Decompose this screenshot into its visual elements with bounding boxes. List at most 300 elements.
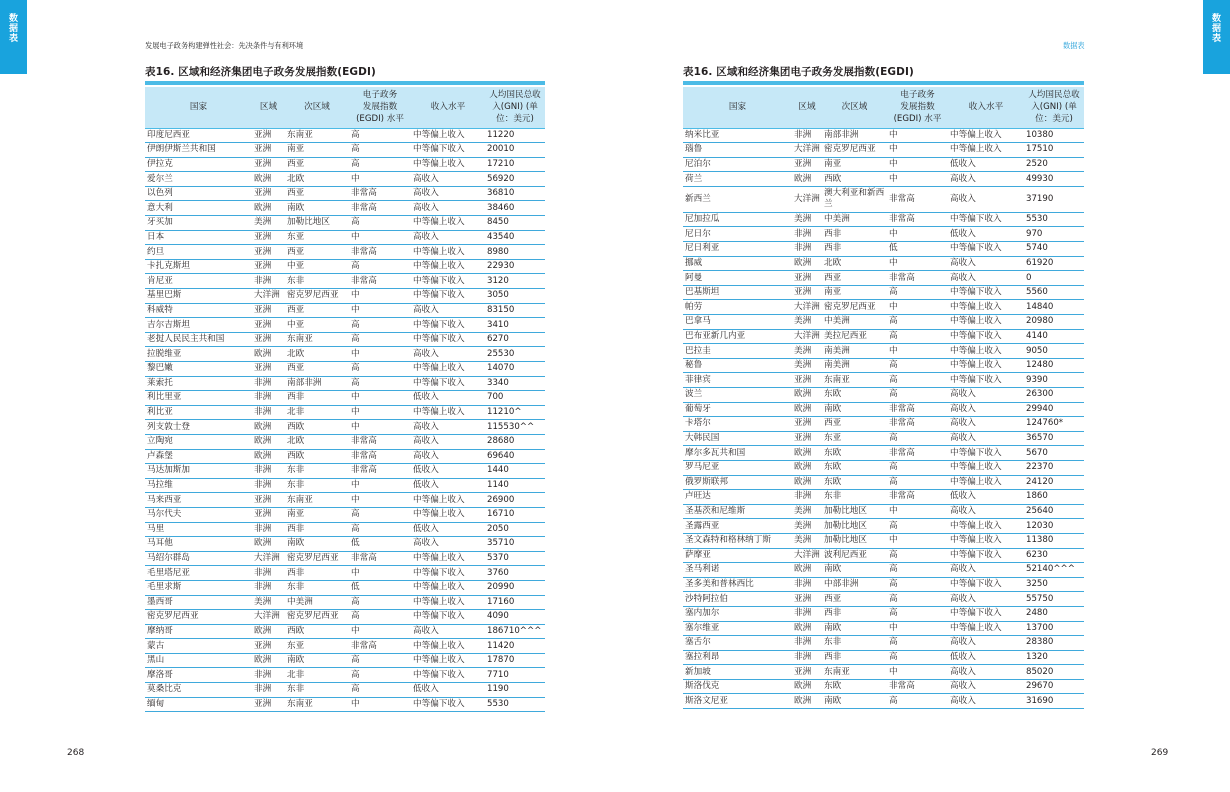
- cell-gni-per-capita: 7710: [485, 668, 545, 683]
- cell-egdi-level: 高: [887, 636, 948, 651]
- table-row: [683, 300, 1084, 315]
- cell-gni-per-capita: 36810: [485, 186, 545, 201]
- cell-egdi-level: 中: [349, 230, 411, 245]
- cell-gni-per-capita: 29670: [1024, 679, 1084, 694]
- cell-subregion: 东非: [285, 683, 349, 698]
- table-row: [683, 315, 1084, 330]
- cell-region: 非洲: [252, 478, 285, 493]
- cell-country: 立陶宛: [145, 434, 252, 449]
- cell-egdi-level: 高: [349, 259, 411, 274]
- cell-country: 拉脱维亚: [145, 347, 252, 362]
- cell-subregion: 南美洲: [822, 344, 887, 359]
- cell-country: 老挝人民民主共和国: [145, 332, 252, 347]
- cell-subregion: 西非: [285, 391, 349, 406]
- cell-income-level: 中等偏下收入: [411, 610, 485, 625]
- cell-egdi-level: 非常高: [349, 434, 411, 449]
- cell-country: 斯洛文尼亚: [683, 694, 792, 709]
- section-side-tab[interactable]: [1203, 0, 1230, 74]
- cell-income-level: 高收入: [411, 624, 485, 639]
- header-region: 区域: [792, 87, 822, 128]
- table-row: [683, 679, 1084, 694]
- cell-region: 亚洲: [252, 318, 285, 333]
- cell-subregion: 西非: [822, 242, 887, 257]
- cell-region: 欧洲: [792, 402, 822, 417]
- cell-region: 亚洲: [252, 332, 285, 347]
- cell-country: 利比里亚: [145, 391, 252, 406]
- header-country: 国家: [683, 87, 792, 128]
- cell-egdi-level: 中: [887, 344, 948, 359]
- cell-gni-per-capita: 4140: [1024, 329, 1084, 344]
- cell-subregion: 密克罗尼西亚: [822, 143, 887, 158]
- table-body: [145, 128, 545, 712]
- cell-gni-per-capita: 24120: [1024, 475, 1084, 490]
- cell-country: 阿曼: [683, 271, 792, 286]
- cell-subregion: 东非: [285, 478, 349, 493]
- table-row: [145, 245, 545, 260]
- cell-country: 荷兰: [683, 172, 792, 187]
- cell-country: 帕劳: [683, 300, 792, 315]
- cell-egdi-level: 中: [349, 347, 411, 362]
- table-row: [683, 143, 1084, 158]
- side-tab-label: 数 据 表: [1211, 14, 1221, 44]
- cell-region: 非洲: [252, 464, 285, 479]
- table-row: [145, 405, 545, 420]
- table-row: [145, 376, 545, 391]
- cell-country: 牙买加: [145, 216, 252, 231]
- cell-gni-per-capita: 1320: [1024, 650, 1084, 665]
- table-row: [683, 548, 1084, 563]
- cell-gni-per-capita: 43540: [485, 230, 545, 245]
- cell-egdi-level: 高: [349, 653, 411, 668]
- table-row: [145, 362, 545, 377]
- cell-subregion: 北欧: [285, 172, 349, 187]
- cell-income-level: 高收入: [411, 449, 485, 464]
- cell-country: 卡扎克斯坦: [145, 259, 252, 274]
- cell-subregion: 东亚: [822, 431, 887, 446]
- cell-egdi-level: 非常高: [887, 271, 948, 286]
- cell-country: 马达加斯加: [145, 464, 252, 479]
- table-row: [145, 595, 545, 610]
- cell-subregion: 中亚: [285, 318, 349, 333]
- cell-income-level: 中等偏下收入: [411, 566, 485, 581]
- cell-income-level: 中等偏下收入: [411, 289, 485, 304]
- table-row: [145, 216, 545, 231]
- cell-country: 马来西亚: [145, 493, 252, 508]
- table-row: [145, 201, 545, 216]
- table-row: [683, 606, 1084, 621]
- cell-country: 卢森堡: [145, 449, 252, 464]
- cell-egdi-level: 中: [887, 172, 948, 187]
- cell-income-level: 中等偏上收入: [948, 475, 1024, 490]
- cell-gni-per-capita: 38460: [485, 201, 545, 216]
- cell-country: 巴拿马: [683, 315, 792, 330]
- cell-income-level: 中等偏上收入: [411, 216, 485, 231]
- cell-income-level: 中等偏下收入: [411, 668, 485, 683]
- cell-country: 罗马尼亚: [683, 460, 792, 475]
- cell-egdi-level: 高: [887, 548, 948, 563]
- cell-egdi-level: 高: [887, 388, 948, 403]
- cell-country: 摩尔多瓦共和国: [683, 446, 792, 461]
- table-row: [683, 172, 1084, 187]
- cell-egdi-level: 中: [349, 624, 411, 639]
- cell-egdi-level: 高: [887, 460, 948, 475]
- cell-subregion: 西亚: [285, 186, 349, 201]
- cell-subregion: 澳大利亚和新西兰: [822, 186, 887, 212]
- cell-region: 欧洲: [792, 446, 822, 461]
- right-page: [615, 0, 1230, 792]
- cell-subregion: 南欧: [822, 402, 887, 417]
- cell-egdi-level: 高: [349, 362, 411, 377]
- cell-income-level: 高收入: [948, 679, 1024, 694]
- cell-subregion: 西非: [822, 650, 887, 665]
- cell-income-level: 中等偏下收入: [948, 329, 1024, 344]
- cell-gni-per-capita: 17510: [1024, 143, 1084, 158]
- cell-income-level: 低收入: [948, 157, 1024, 172]
- cell-region: 美洲: [792, 519, 822, 534]
- table-body: [683, 128, 1084, 709]
- table-row: [145, 230, 545, 245]
- cell-region: 非洲: [252, 522, 285, 537]
- page-number: 268: [67, 748, 85, 758]
- table-row: [145, 566, 545, 581]
- cell-gni-per-capita: 1190: [485, 683, 545, 698]
- cell-region: 大洋洲: [252, 610, 285, 625]
- cell-egdi-level: 非常高: [349, 449, 411, 464]
- cell-subregion: 西亚: [285, 245, 349, 260]
- header-egdi-level: 电子政务 发展指数 (EGDI) 水平: [887, 87, 948, 128]
- cell-subregion: 东非: [285, 580, 349, 595]
- cell-region: 美洲: [792, 212, 822, 227]
- cell-subregion: 东欧: [822, 446, 887, 461]
- cell-region: 欧洲: [792, 460, 822, 475]
- cell-subregion: 波利尼西亚: [822, 548, 887, 563]
- cell-country: 尼加拉瓜: [683, 212, 792, 227]
- cell-country: 日本: [145, 230, 252, 245]
- cell-income-level: 高收入: [948, 186, 1024, 212]
- cell-country: 利比亚: [145, 405, 252, 420]
- cell-egdi-level: 高: [887, 650, 948, 665]
- cell-gni-per-capita: 56920: [485, 172, 545, 187]
- table-row: [683, 344, 1084, 359]
- table-row: [145, 624, 545, 639]
- cell-gni-per-capita: 69640: [485, 449, 545, 464]
- cell-subregion: 南亚: [285, 143, 349, 158]
- cell-income-level: 中等偏上收入: [948, 621, 1024, 636]
- cell-region: 亚洲: [792, 417, 822, 432]
- cell-region: 欧洲: [252, 420, 285, 435]
- cell-subregion: 密克罗尼西亚: [285, 551, 349, 566]
- cell-income-level: 中等偏上收入: [411, 157, 485, 172]
- cell-country: 卡塔尔: [683, 417, 792, 432]
- table-row: [683, 533, 1084, 548]
- cell-egdi-level: 高: [887, 563, 948, 578]
- cell-income-level: 中等偏下收入: [411, 376, 485, 391]
- cell-region: 非洲: [252, 566, 285, 581]
- cell-region: 亚洲: [252, 493, 285, 508]
- header-subregion: 次区域: [822, 87, 887, 128]
- cell-egdi-level: 中: [349, 405, 411, 420]
- table-row: [145, 697, 545, 712]
- cell-subregion: 东非: [822, 636, 887, 651]
- cell-subregion: 西亚: [285, 303, 349, 318]
- cell-subregion: 南欧: [822, 694, 887, 709]
- cell-gni-per-capita: 2480: [1024, 606, 1084, 621]
- cell-gni-per-capita: 55750: [1024, 592, 1084, 607]
- cell-subregion: 加勒比地区: [822, 519, 887, 534]
- cell-country: 斯洛伐克: [683, 679, 792, 694]
- cell-gni-per-capita: 9050: [1024, 344, 1084, 359]
- table-row: [683, 157, 1084, 172]
- table-row: [683, 212, 1084, 227]
- header-country: 国家: [145, 87, 252, 128]
- cell-subregion: 西欧: [822, 172, 887, 187]
- cell-income-level: 中等偏上收入: [411, 639, 485, 654]
- cell-egdi-level: 非常高: [887, 490, 948, 505]
- cell-subregion: 密克罗尼西亚: [285, 289, 349, 304]
- cell-egdi-level: 非常高: [887, 402, 948, 417]
- cell-income-level: 中等偏上收入: [948, 358, 1024, 373]
- cell-income-level: 低收入: [411, 522, 485, 537]
- cell-gni-per-capita: 9390: [1024, 373, 1084, 388]
- cell-subregion: 北欧: [822, 256, 887, 271]
- cell-egdi-level: 中: [349, 566, 411, 581]
- cell-egdi-level: 高: [349, 216, 411, 231]
- cell-income-level: 高收入: [948, 172, 1024, 187]
- cell-country: 圣马利诺: [683, 563, 792, 578]
- cell-income-level: 中等偏下收入: [411, 274, 485, 289]
- cell-region: 亚洲: [792, 373, 822, 388]
- cell-egdi-level: 高: [887, 315, 948, 330]
- cell-subregion: 加勒比地区: [822, 504, 887, 519]
- cell-income-level: 高收入: [411, 201, 485, 216]
- cell-income-level: 高收入: [411, 230, 485, 245]
- table-row: [145, 551, 545, 566]
- cell-country: 黎巴嫩: [145, 362, 252, 377]
- cell-income-level: 高收入: [948, 504, 1024, 519]
- cell-income-level: 高收入: [948, 388, 1024, 403]
- cell-income-level: 高收入: [411, 420, 485, 435]
- cell-income-level: 中等偏下收入: [411, 318, 485, 333]
- cell-gni-per-capita: 5370: [485, 551, 545, 566]
- cell-region: 大洋洲: [252, 551, 285, 566]
- cell-subregion: 密克罗尼西亚: [285, 610, 349, 625]
- cell-egdi-level: 中: [887, 128, 948, 143]
- cell-region: 欧洲: [252, 347, 285, 362]
- cell-income-level: 低收入: [948, 227, 1024, 242]
- cell-egdi-level: 中: [887, 533, 948, 548]
- cell-country: 新加坡: [683, 665, 792, 680]
- cell-subregion: 南亚: [285, 507, 349, 522]
- table-row: [145, 332, 545, 347]
- cell-gni-per-capita: 6230: [1024, 548, 1084, 563]
- cell-country: 黑山: [145, 653, 252, 668]
- cell-subregion: 东南亚: [285, 493, 349, 508]
- cell-subregion: 南亚: [822, 285, 887, 300]
- egdi-table: [145, 87, 545, 712]
- cell-egdi-level: 非常高: [887, 186, 948, 212]
- cell-egdi-level: 中: [887, 300, 948, 315]
- table-row: [683, 460, 1084, 475]
- cell-country: 基里巴斯: [145, 289, 252, 304]
- table-row: [683, 373, 1084, 388]
- cell-region: 大洋洲: [792, 300, 822, 315]
- cell-income-level: 中等偏上收入: [948, 143, 1024, 158]
- table-row: [683, 431, 1084, 446]
- table-row: [145, 289, 545, 304]
- cell-gni-per-capita: 115530^^: [485, 420, 545, 435]
- cell-country: 吉尔吉斯坦: [145, 318, 252, 333]
- cell-subregion: 北非: [285, 668, 349, 683]
- cell-subregion: 南美洲: [822, 358, 887, 373]
- cell-egdi-level: 非常高: [887, 417, 948, 432]
- cell-subregion: 西亚: [822, 592, 887, 607]
- cell-egdi-level: 中: [349, 493, 411, 508]
- cell-region: 非洲: [252, 376, 285, 391]
- table-row: [683, 563, 1084, 578]
- cell-region: 欧洲: [792, 388, 822, 403]
- cell-subregion: 西欧: [285, 449, 349, 464]
- cell-income-level: 中等偏上收入: [411, 507, 485, 522]
- cell-gni-per-capita: 1440: [485, 464, 545, 479]
- cell-gni-per-capita: 25640: [1024, 504, 1084, 519]
- cell-country: 秘鲁: [683, 358, 792, 373]
- cell-income-level: 高收入: [948, 402, 1024, 417]
- cell-country: 挪威: [683, 256, 792, 271]
- cell-gni-per-capita: 3340: [485, 376, 545, 391]
- cell-region: 亚洲: [792, 665, 822, 680]
- cell-egdi-level: 高: [887, 592, 948, 607]
- cell-country: 沙特阿拉伯: [683, 592, 792, 607]
- cell-subregion: 南欧: [285, 201, 349, 216]
- cell-region: 亚洲: [792, 592, 822, 607]
- cell-country: 瑙鲁: [683, 143, 792, 158]
- cell-subregion: 南欧: [285, 653, 349, 668]
- cell-gni-per-capita: 3760: [485, 566, 545, 581]
- cell-egdi-level: 非常高: [887, 679, 948, 694]
- cell-region: 非洲: [792, 577, 822, 592]
- table-row: [145, 449, 545, 464]
- cell-gni-per-capita: 83150: [485, 303, 545, 318]
- cell-region: 美洲: [252, 595, 285, 610]
- cell-subregion: 东欧: [822, 475, 887, 490]
- cell-subregion: 东南亚: [285, 697, 349, 712]
- cell-subregion: 东非: [822, 490, 887, 505]
- table-row: [145, 537, 545, 552]
- cell-country: 密克罗尼西亚: [145, 610, 252, 625]
- table-row: [683, 665, 1084, 680]
- cell-region: 欧洲: [792, 621, 822, 636]
- header-income-level: 收入水平: [948, 87, 1024, 128]
- cell-region: 美洲: [792, 315, 822, 330]
- table-row: [683, 285, 1084, 300]
- cell-egdi-level: 高: [887, 694, 948, 709]
- cell-country: 莱索托: [145, 376, 252, 391]
- cell-region: 欧洲: [792, 256, 822, 271]
- cell-region: 非洲: [252, 580, 285, 595]
- cell-region: 欧洲: [252, 537, 285, 552]
- cell-country: 俄罗斯联邦: [683, 475, 792, 490]
- cell-country: 塞尔维亚: [683, 621, 792, 636]
- cell-egdi-level: 中: [887, 256, 948, 271]
- title-rule: [683, 81, 1084, 85]
- table-header-row: [683, 87, 1084, 128]
- cell-region: 亚洲: [252, 186, 285, 201]
- cell-gni-per-capita: 26900: [485, 493, 545, 508]
- cell-egdi-level: 中: [887, 665, 948, 680]
- cell-country: 毛里求斯: [145, 580, 252, 595]
- table-row: [683, 388, 1084, 403]
- cell-subregion: 东南亚: [822, 373, 887, 388]
- cell-gni-per-capita: 14840: [1024, 300, 1084, 315]
- cell-income-level: 中等偏下收入: [948, 446, 1024, 461]
- table-row: [145, 493, 545, 508]
- cell-gni-per-capita: 5560: [1024, 285, 1084, 300]
- cell-egdi-level: 中: [887, 157, 948, 172]
- cell-country: 大韩民国: [683, 431, 792, 446]
- cell-egdi-level: 中: [887, 504, 948, 519]
- cell-country: 爱尔兰: [145, 172, 252, 187]
- cell-income-level: 高收入: [948, 256, 1024, 271]
- cell-region: 亚洲: [252, 639, 285, 654]
- header-income-level: 收入水平: [411, 87, 485, 128]
- cell-region: 亚洲: [252, 128, 285, 143]
- cell-gni-per-capita: 5530: [1024, 212, 1084, 227]
- table-row: [683, 577, 1084, 592]
- cell-gni-per-capita: 700: [485, 391, 545, 406]
- title-rule: [145, 81, 545, 85]
- cell-income-level: 中等偏上收入: [411, 259, 485, 274]
- cell-country: 科威特: [145, 303, 252, 318]
- cell-subregion: 西非: [285, 566, 349, 581]
- cell-country: 伊拉克: [145, 157, 252, 172]
- cell-income-level: 中等偏上收入: [411, 595, 485, 610]
- table-row: [145, 259, 545, 274]
- cell-country: 萨摩亚: [683, 548, 792, 563]
- cell-egdi-level: 低: [887, 242, 948, 257]
- table-row: [145, 464, 545, 479]
- table-row: [145, 172, 545, 187]
- cell-subregion: 中亚: [285, 259, 349, 274]
- cell-gni-per-capita: 49930: [1024, 172, 1084, 187]
- cell-gni-per-capita: 3250: [1024, 577, 1084, 592]
- cell-gni-per-capita: 3050: [485, 289, 545, 304]
- table-row: [145, 157, 545, 172]
- table-row: [145, 318, 545, 333]
- cell-egdi-level: 高: [887, 475, 948, 490]
- running-head: 数据表: [1063, 41, 1085, 50]
- section-side-tab[interactable]: [0, 0, 27, 74]
- cell-income-level: 中等偏上收入: [948, 519, 1024, 534]
- cell-subregion: 南欧: [822, 621, 887, 636]
- cell-region: 亚洲: [792, 157, 822, 172]
- cell-gni-per-capita: 29940: [1024, 402, 1084, 417]
- cell-country: 摩洛哥: [145, 668, 252, 683]
- cell-region: 大洋洲: [792, 186, 822, 212]
- cell-country: 巴基斯坦: [683, 285, 792, 300]
- table-title: 表16. 区域和经济集团电子政务发展指数(EGDI): [145, 66, 376, 78]
- cell-country: 葡萄牙: [683, 402, 792, 417]
- cell-subregion: 东南亚: [285, 332, 349, 347]
- table-row: [145, 143, 545, 158]
- cell-egdi-level: 高: [349, 610, 411, 625]
- cell-income-level: 中等偏上收入: [411, 405, 485, 420]
- table-row: [145, 683, 545, 698]
- cell-country: 缅甸: [145, 697, 252, 712]
- cell-income-level: 中等偏上收入: [948, 533, 1024, 548]
- cell-income-level: 中等偏下收入: [948, 606, 1024, 621]
- cell-gni-per-capita: 11420: [485, 639, 545, 654]
- table-row: [145, 186, 545, 201]
